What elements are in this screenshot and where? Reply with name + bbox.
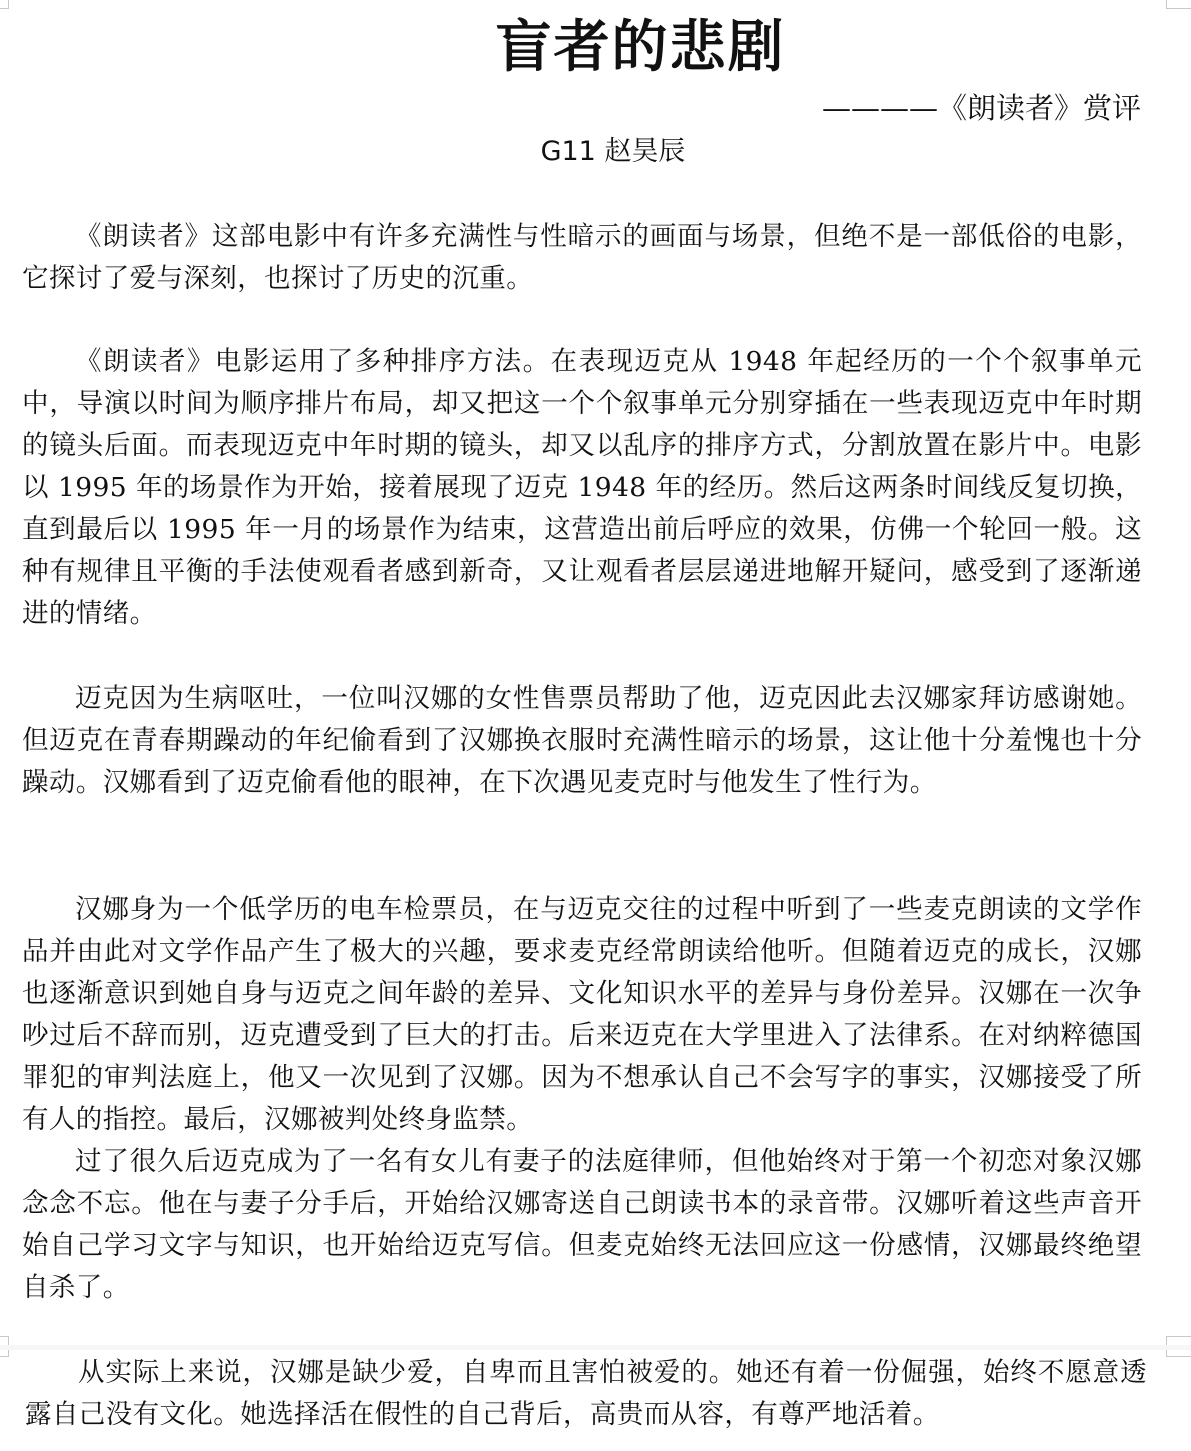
page-corner-mark	[1166, 1336, 1191, 1345]
body-paragraph: 汉娜身为一个低学历的电车检票员，在与迈克交往的过程中听到了一些麦克朗读的文学作品并由此对文学作品产生了极大的兴趣，要求麦克经常朗读给他听。但随着迈克的成长，汉娜也逐渐意识到她自身与迈克之间年龄的差异、文化知识水平的差异与身份差异。汉娜在一次争吵过后不辞而别，迈克遭受到了巨大的打击。后来迈克在大学里进入了法律系。在对纳粹德国罪犯的审判法庭上，他又一次见到了汉娜。因为不想承认自己不会写字的事实，汉娜接受了所有人的指控。最后，汉娜被判处终身监禁。	[22, 894, 1142, 1135]
page-corner-mark	[0, 1350, 9, 1357]
body-paragraph: 从实际上来说，汉娜是缺少爱，自卑而且害怕被爱的。她还有着一份倔强，始终不愿意透露自己没有文化。她选择活在假性的自己背后，高贵而从容，有尊严地活着。	[25, 1357, 1147, 1430]
body-paragraph: 《朗读者》电影运用了多种排序方法。在表现迈克从 1948 年起经历的一个个叙事单元中，导演以时间为顺序排片布局，却又把这一个个叙事单元分别穿插在一些表现迈克中年时期的镜头后面。而表现迈克中年时期的镜头，却又以乱序的排序方式，分割放置在影片中。电影以 1995 年的场景作为开始，接着展现了迈克 1948 年的经历。然后这两条时间线反复切换，直到最后以 1995 年一月的场景作为结束，这营造出前后呼应的效果，仿佛一个轮回一般。这种有规律且平衡的手法使观看者感到新奇，又让观看者层层递进地解开疑问，感受到了逐渐递进的情绪。	[22, 346, 1142, 629]
document-author: G11 赵昊辰	[540, 136, 686, 167]
document-subtitle: ————《朗读者》赏评	[821, 91, 1141, 125]
page-corner-mark	[0, 0, 9, 9]
body-paragraph: 《朗读者》这部电影中有许多充满性与性暗示的画面与场景，但绝不是一部低俗的电影，它探讨了爱与深刻，也探讨了历史的沉重。	[22, 221, 1142, 294]
page-corner-mark	[0, 1336, 9, 1345]
page-corner-mark	[1166, 1350, 1191, 1357]
page-corner-mark	[1166, 0, 1191, 9]
document-title: 盲者的悲剧	[495, 14, 786, 80]
body-paragraph: 迈克因为生病呕吐，一位叫汉娜的女性售票员帮助了他，迈克因此去汉娜家拜访感谢她。但迈克在青春期躁动的年纪偷看到了汉娜换衣服时充满性暗示的场景，这让他十分羞愧也十分躁动。汉娜看到了迈克偷看他的眼神，在下次遇见麦克时与他发生了性行为。	[22, 683, 1142, 798]
body-paragraph: 过了很久后迈克成为了一名有女儿有妻子的法庭律师，但他始终对于第一个初恋对象汉娜念念不忘。他在与妻子分手后，开始给汉娜寄送自己朗读书本的录音带。汉娜听着这些声音开始自己学习文字与知识，也开始给迈克写信。但麦克始终无法回应这一份感情，汉娜最终绝望自杀了。	[22, 1146, 1142, 1303]
